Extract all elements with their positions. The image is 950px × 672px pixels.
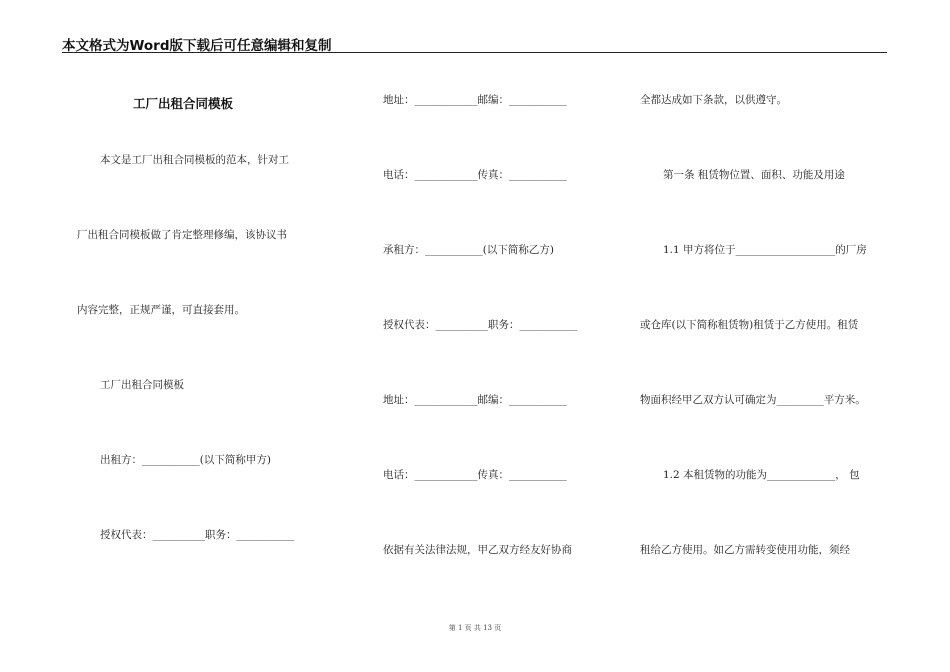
col1-line-6: 授权代表：__________职务：___________ xyxy=(100,529,295,541)
col2-line-7: 依据有关法律法规，甲乙双方经友好协商 xyxy=(383,544,572,556)
col3-line-2: 第一条 租赁物位置、面积、功能及用途 xyxy=(663,169,845,181)
col3-line-1: 全都达成如下条款，以供遵守。 xyxy=(640,94,787,106)
page-header xyxy=(62,34,887,53)
col1-line-1: 本文是工厂出租合同模板的范本，针对工 xyxy=(100,154,289,166)
col3-line-3: 1.1 甲方将位于___________________的厂房 xyxy=(663,244,867,256)
col2-line-5: 地址：____________邮编：___________ xyxy=(383,394,567,406)
col2-line-6: 电话：____________传真：___________ xyxy=(383,469,567,481)
col1-line-4: 工厂出租合同模板 xyxy=(100,379,184,391)
col1-line-3: 内容完整，正规严谨，可直接套用。 xyxy=(77,304,245,316)
col1-line-2: 厂出租合同模板做了肯定整理修编，该协议书 xyxy=(77,229,287,241)
col2-line-4: 授权代表：__________职务：___________ xyxy=(383,319,578,331)
col2-line-2: 电话：____________传真：___________ xyxy=(383,169,567,181)
col3-line-7: 租给乙方使用。如乙方需转变使用功能，须经 xyxy=(640,544,850,556)
col1-line-5: 出租方：___________(以下简称甲方) xyxy=(100,454,271,466)
page-number: 第 1 页 共 13 页 xyxy=(448,624,502,632)
col2-line-1: 地址：____________邮编：___________ xyxy=(383,94,567,106)
document-title: 工厂出租合同模板 xyxy=(133,96,234,111)
col3-line-4: 或仓库(以下简称租赁物)租赁于乙方使用。租赁 xyxy=(640,319,859,331)
col2-line-3: 承租方：___________(以下简称乙方) xyxy=(383,244,554,256)
header-title: 本文格式为Word版下载后可任意编辑和复制 xyxy=(62,38,332,54)
col3-line-6: 1.2 本租赁物的功能为_____________， 包 xyxy=(663,469,860,481)
col3-line-5: 物面积经甲乙双方认可确定为_________平方米。 xyxy=(640,394,866,406)
